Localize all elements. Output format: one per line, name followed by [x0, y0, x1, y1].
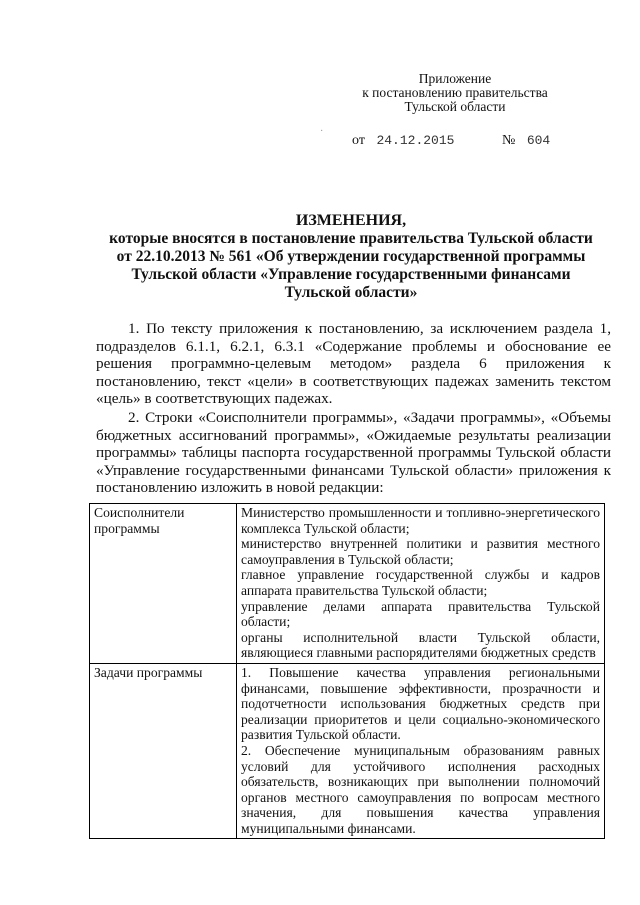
title-line: Тульской области «Управление государственными финансами: [131, 266, 571, 283]
document-title: [96, 212, 606, 302]
decree-number: 604: [526, 133, 551, 148]
list-item: 2. Обеспечение муниципальным образованиям равных условий для устойчивого исполнения расходных обязательств, возникающих при выполнении полномочий органов местного самоуправления по вопросам местного значения, для повышения качества управления муниципальными финансами.: [241, 742, 600, 836]
title-line: от 22.10.2013 № 561 «Об утверждении государственной программы: [116, 248, 586, 265]
paragraph-2: 2. Строки «Соисполнители программы», «Задачи программы», «Объемы бюджетных ассигнований программы», «Ожидаемые результаты реализации программы» таблицы паспорта государственной программы Тульской области «Управление государственными финансами Тульской области» приложения к постановлению изложить в новой редакции:: [96, 409, 611, 496]
date-prefix: от: [352, 133, 365, 148]
title-line: Тульской области»: [284, 284, 418, 301]
row-label: Задачи программы: [90, 663, 237, 839]
list-item: министерство внутренней политики и развития местного самоуправления в Тульской области;: [241, 536, 600, 567]
decree-date-line: [352, 133, 550, 149]
appendix-line: Тульской области: [404, 99, 506, 114]
list-item: органы исполнительной власти Тульской области, являющиеся главными распорядителями бюджетных средств: [241, 629, 600, 661]
list-item: управление делами аппарата правительства Тульской области;: [241, 598, 600, 630]
number-sign: №: [501, 133, 516, 148]
paragraph-1: 1. По тексту приложения к постановлению, за исключением раздела 1, подразделов 6.1.1, 6.2.1, 6.3.1 «Содержание проблемы и обоснование ее решения программно-целевым методом» раздела 6 приложения к постановлению, текст «цели» в соответствующих падежах заменить текстом «цель» в соответствующих падежах.: [96, 320, 611, 407]
table-row: [90, 504, 605, 664]
appendix-line: Приложение: [418, 71, 492, 86]
row-value: [237, 504, 605, 664]
title-line: которые вносятся в постановление правительства Тульской области: [109, 230, 593, 247]
appendix-line: к постановлению правительства: [362, 85, 548, 100]
decree-date: 24.12.2015: [376, 133, 455, 148]
list-item: 1. Повышение качества управления региональными финансами, повышение эффективности, прозрачности и подотчетности использования бюджетных средств при реализации приоритетов и цели социально-экономического развития Тульской области.: [241, 664, 600, 743]
list-item: Министерство промышленности и топливно-энергетического комплекса Тульской области;: [241, 505, 600, 536]
title-heading: ИЗМЕНЕНИЯ,: [295, 212, 407, 229]
table-row: [90, 663, 605, 839]
row-value: [237, 663, 605, 839]
row-label: Соисполнители программы: [90, 504, 237, 664]
program-passport-table: [89, 503, 605, 839]
scan-artifact-dots: ·: [320, 126, 324, 137]
appendix-header: [340, 72, 570, 114]
list-item: главное управление государственной службы и кадров аппарата правительства Тульской области;: [241, 567, 600, 598]
